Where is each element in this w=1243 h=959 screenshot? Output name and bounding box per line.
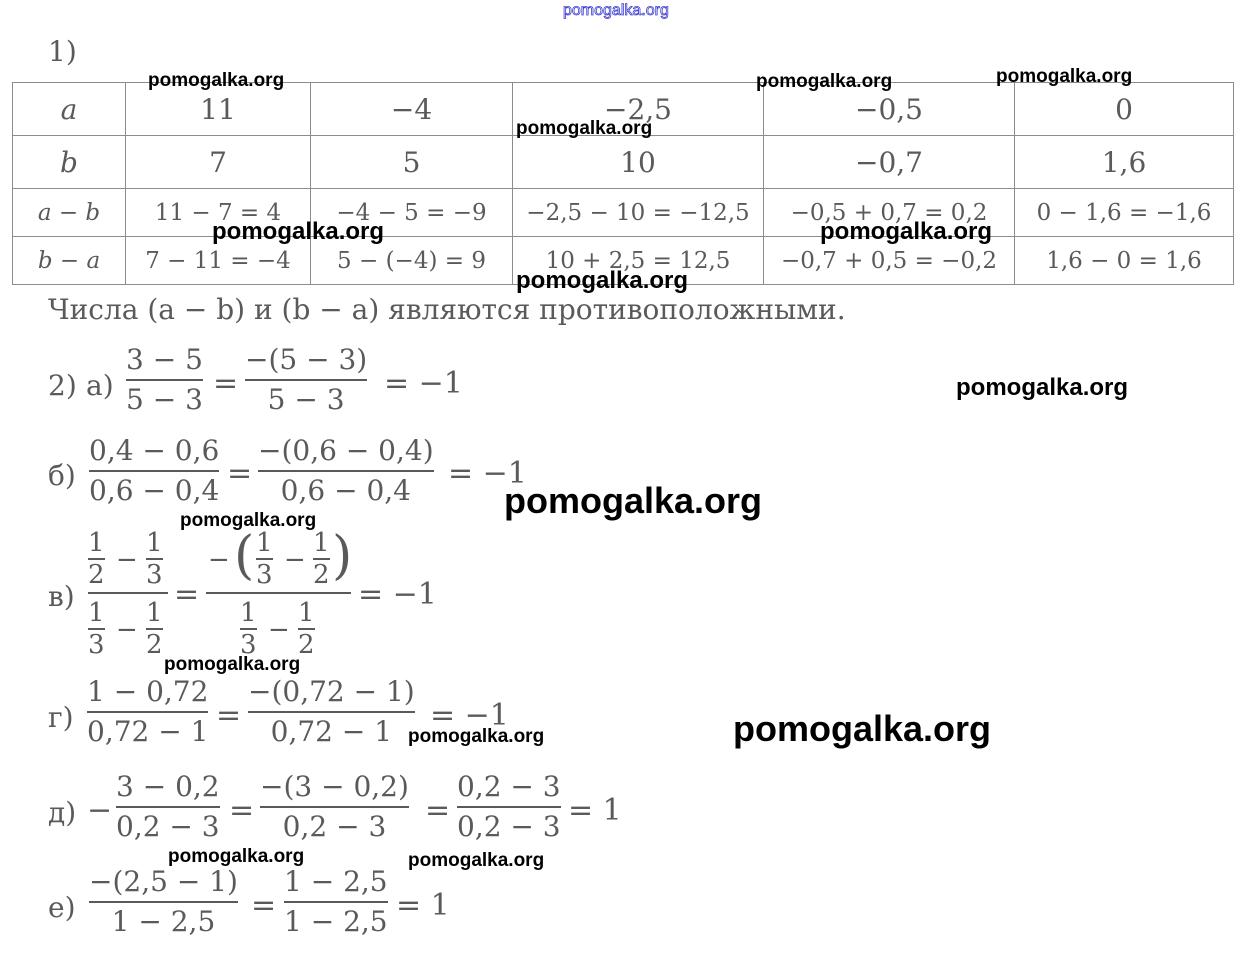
minus-sign: − (87, 793, 113, 828)
watermark: pomogalka.org (180, 510, 317, 531)
fraction (146, 530, 163, 588)
denominator: 1 − 2,5 (284, 905, 388, 938)
watermark: pomogalka.org (408, 850, 545, 871)
fraction (245, 343, 368, 416)
watermark: pomogalka.org (148, 70, 285, 91)
result: = −1 (430, 698, 509, 733)
fraction (116, 770, 220, 843)
denominator: 3 (146, 560, 163, 590)
fraction (89, 865, 238, 938)
denominator: 2 (313, 560, 330, 590)
numerator: 1 (298, 598, 315, 628)
item-a-label: а) (86, 369, 114, 402)
minus-sign: − (116, 545, 138, 575)
denominator: 0,2 − 3 (457, 810, 561, 843)
numerator: 1 (88, 598, 105, 628)
equals-sign: = (227, 456, 253, 491)
equals-sign: = (174, 577, 200, 612)
equals-sign: = (216, 698, 242, 733)
item-v-label: в) (48, 580, 75, 613)
denominator: 1 − 2,5 (111, 905, 216, 938)
fraction (256, 530, 273, 588)
table-cell: −0,7 (764, 136, 1015, 189)
denominator: 0,72 − 1 (87, 715, 209, 748)
table-cell: −2,5 (513, 83, 764, 136)
complex-fraction (88, 530, 168, 660)
fraction-bar (88, 592, 168, 594)
numerator: −(3 − 0,2) (260, 770, 409, 803)
fraction-bar (260, 806, 409, 808)
numerator: −(0,72 − 1) (248, 675, 415, 708)
fraction-bar (457, 806, 561, 808)
fraction (240, 600, 257, 658)
fraction-bar (89, 901, 238, 903)
table-cell: −2,5 − 10 = −12,5 (513, 189, 764, 237)
numerator: −(0,6 − 0,4) (258, 434, 434, 467)
values-table (12, 82, 1234, 285)
result: = −1 (358, 577, 437, 612)
table-cell: 11 (126, 83, 311, 136)
equals-sign: = (425, 793, 451, 828)
denominator: 0,2 − 3 (282, 810, 387, 843)
watermark: pomogalka.org (168, 846, 305, 867)
table-cell: −4 − 5 = −9 (311, 189, 513, 237)
watermark: pomogalka.org (820, 218, 993, 245)
numerator: 1 − 2,5 (284, 865, 388, 898)
numerator: −(2,5 − 1) (89, 865, 238, 898)
table-cell: 10 (513, 136, 764, 189)
table-row (13, 189, 1234, 237)
fraction (88, 600, 105, 658)
numerator: 1 (256, 528, 273, 558)
fraction-bar (126, 379, 203, 381)
fraction (457, 770, 561, 843)
watermark: pomogalka.org (516, 267, 689, 294)
watermark: pomogalka.org (504, 480, 763, 521)
numerator: 3 − 5 (126, 343, 203, 376)
watermark: pomogalka.org (516, 118, 653, 139)
table-cell: −4 (311, 83, 513, 136)
watermark: pomogalka.org (212, 218, 385, 245)
denominator: 0,6 − 0,4 (280, 474, 411, 507)
fraction-bar (206, 592, 351, 594)
row-header-a: a (13, 83, 126, 136)
table-cell: 0 (1015, 83, 1234, 136)
fraction-bar (89, 470, 219, 472)
denominator: 2 (298, 630, 315, 660)
right-paren: ) (332, 526, 353, 586)
minus-sign: − (284, 545, 306, 575)
item-b-label: б) (48, 459, 76, 492)
denominator: 5 − 3 (126, 383, 203, 416)
fraction-bar (245, 379, 367, 381)
conclusion-text: Числа (a − b) и (b − a) являются противоположными. (48, 293, 846, 326)
table-cell: 5 − (−4) = 9 (311, 237, 513, 285)
fraction-bar (248, 711, 415, 713)
result: = −1 (448, 456, 527, 491)
watermark: pomogalka.org (164, 654, 301, 675)
fraction (284, 865, 388, 938)
numerator: 1 (146, 528, 163, 558)
fraction (88, 530, 105, 588)
fraction (146, 600, 163, 658)
row-header-b-minus-a: b − a (13, 237, 126, 285)
numerator: 1 (240, 598, 257, 628)
equals-sign: = (213, 366, 239, 401)
numerator: 0,4 − 0,6 (89, 434, 220, 467)
table-cell: −0,7 + 0,5 = −0,2 (764, 237, 1015, 285)
denominator: 3 (88, 630, 105, 660)
minus-sign: − (116, 615, 138, 645)
watermark: pomogalka.org (996, 66, 1133, 87)
fraction (248, 675, 415, 748)
fraction (89, 434, 220, 507)
denominator: 0,6 − 0,4 (89, 474, 220, 507)
part2-label: 2) (48, 369, 77, 402)
denominator: 3 (240, 630, 257, 660)
fraction (298, 600, 315, 658)
denominator: 5 − 3 (267, 383, 345, 416)
minus-sign: − (268, 615, 290, 645)
watermark: pomogalka.org (756, 71, 893, 92)
table-row (13, 136, 1234, 189)
denominator: 2 (146, 630, 163, 660)
table-cell: 5 (311, 136, 513, 189)
table-cell: −0,5 (764, 83, 1015, 136)
fraction (126, 343, 203, 416)
table-cell: 7 (126, 136, 311, 189)
result: = 1 (568, 793, 622, 828)
fraction-bar (284, 901, 388, 903)
left-paren: ( (234, 526, 255, 586)
equals-sign: = (251, 888, 277, 923)
fraction (258, 434, 434, 507)
table-cell: 0 − 1,6 = −1,6 (1015, 189, 1234, 237)
fraction-bar (87, 711, 208, 713)
fraction-bar (116, 806, 220, 808)
fraction (260, 770, 409, 843)
table-cell: 7 − 11 = −4 (126, 237, 311, 285)
denominator: 2 (88, 560, 105, 590)
item-d-label: д) (48, 796, 77, 829)
denominator: 3 (256, 560, 273, 590)
table-cell: 1,6 − 0 = 1,6 (1015, 237, 1234, 285)
table-cell: 11 − 7 = 4 (126, 189, 311, 237)
numerator: 1 (88, 528, 105, 558)
result: = −1 (384, 366, 463, 401)
part1-label: 1) (48, 35, 77, 68)
table-cell: 1,6 (1015, 136, 1234, 189)
table-cell: 10 + 2,5 = 12,5 (513, 237, 764, 285)
watermark: pomogalka.org (733, 708, 992, 749)
item-e-label: е) (48, 891, 76, 924)
item-g-label: г) (48, 701, 74, 734)
table-cell: −0,5 + 0,7 = 0,2 (764, 189, 1015, 237)
equals-sign: = (229, 793, 255, 828)
numerator: 1 (313, 528, 330, 558)
watermark: pomogalka.org (408, 726, 545, 747)
numerator: 1 − 0,72 (87, 675, 209, 708)
denominator: 0,72 − 1 (270, 715, 393, 748)
denominator: 0,2 − 3 (116, 810, 220, 843)
numerator: 1 (146, 598, 163, 628)
fraction (313, 530, 330, 588)
result: = 1 (396, 888, 450, 923)
row-header-a-minus-b: a − b (13, 189, 126, 237)
fraction (87, 675, 209, 748)
numerator: −(5 − 3) (245, 343, 368, 376)
watermark-top: pomogalka.org (563, 2, 669, 19)
watermark: pomogalka.org (956, 374, 1129, 401)
minus-sign: − (208, 545, 230, 575)
row-header-b: b (13, 136, 126, 189)
numerator: 3 − 0,2 (116, 770, 220, 803)
complex-fraction (206, 526, 353, 660)
numerator: 0,2 − 3 (457, 770, 561, 803)
fraction-bar (258, 470, 434, 472)
